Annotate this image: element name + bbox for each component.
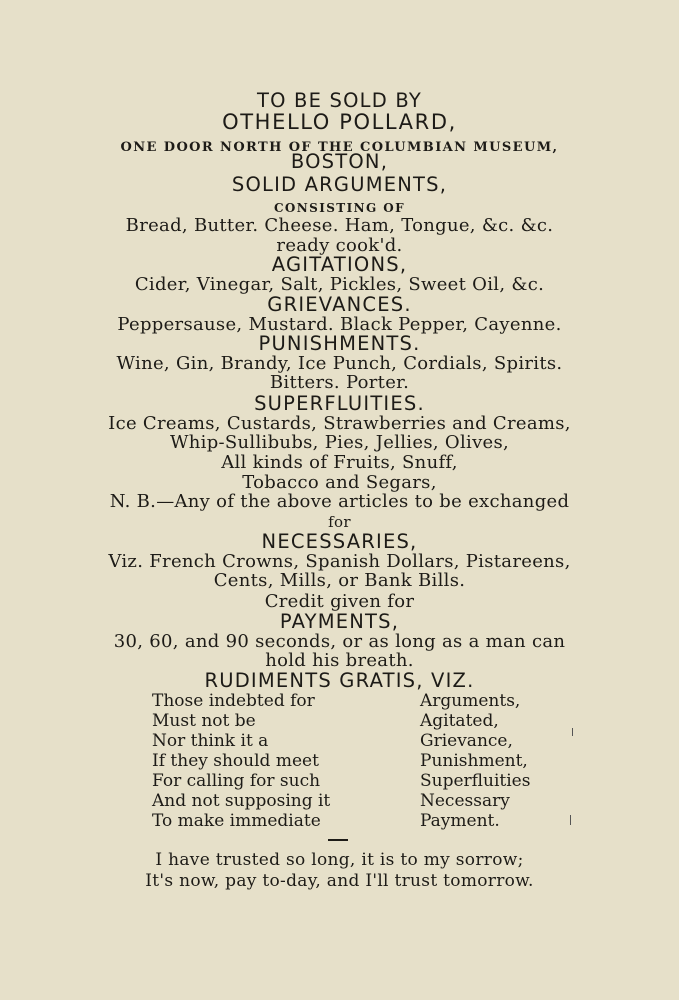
closing-divider bbox=[328, 839, 348, 841]
rhyme-left-5: For calling for such bbox=[152, 771, 321, 791]
note-line-2: for bbox=[328, 513, 351, 531]
agitations-line-1: Cider, Vinegar, Salt, Pickles, Sweet Oil, &c. bbox=[134, 274, 545, 295]
ink-speck-mark bbox=[572, 728, 573, 736]
necessaries-line-1: Viz. French Crowns, Spanish Dollars, Pistareens, bbox=[108, 551, 571, 572]
closing-line-1: I have trusted so long, it is to my sorrow; bbox=[155, 850, 524, 870]
superfluities-line-2: Whip-Sullibubs, Pies, Jellies, Olives, bbox=[169, 432, 510, 453]
rhyme-right-1: Arguments, bbox=[420, 691, 521, 711]
punishments-line-2: Bitters. Porter. bbox=[269, 372, 410, 393]
section-title-punishments: PUNISHMENTS. bbox=[258, 332, 421, 355]
section-title-agitations: AGITATIONS, bbox=[271, 253, 408, 276]
superfluities-line-3: All kinds of Fruits, Snuff, bbox=[221, 452, 458, 473]
superfluities-line-1: Ice Creams, Custards, Strawberries and Creams, bbox=[108, 413, 571, 434]
header-location: ONE DOOR NORTH OF THE COLUMBIAN MUSEUM, bbox=[120, 140, 559, 155]
section-title-solid-arguments: SOLID ARGUMENTS, bbox=[231, 173, 448, 196]
rhyme-right-2: Agitated, bbox=[420, 711, 499, 731]
rhyme-right-4: Punishment, bbox=[420, 751, 528, 771]
rhyme-right-6: Necessary bbox=[420, 791, 510, 811]
rhyme-right-3: Grievance, bbox=[420, 731, 513, 751]
rhyme-left-2: Must not be bbox=[152, 711, 256, 731]
punishments-line-1: Wine, Gin, Brandy, Ice Punch, Cordials, Spirits. bbox=[116, 353, 563, 374]
section-title-superfluities: SUPERFLUITIES. bbox=[254, 392, 425, 415]
grievances-line-1: Peppersause, Mustard. Black Pepper, Cayenne. bbox=[117, 314, 562, 335]
ink-speck-mark bbox=[570, 815, 571, 825]
rhyme-left-4: If they should meet bbox=[152, 751, 319, 771]
rhyme-left-1: Those indebted for bbox=[152, 691, 315, 711]
header-seller-name: OTHELLO POLLARD, bbox=[222, 110, 457, 134]
header-to-be-sold: TO BE SOLD BY bbox=[257, 89, 422, 112]
header-city: BOSTON, bbox=[290, 150, 389, 173]
rhyme-right-7: Payment. bbox=[420, 811, 500, 831]
section-title-rudiments: RUDIMENTS GRATIS, VIZ. bbox=[204, 669, 475, 692]
section-title-necessaries: NECESSARIES, bbox=[261, 530, 418, 553]
payments-line-1: 30, 60, and 90 seconds, or as long as a man can bbox=[113, 631, 566, 652]
section-subtitle-consisting: CONSISTING OF bbox=[273, 201, 406, 215]
solid-arguments-line-1: Bread, Butter. Cheese. Ham, Tongue, &c. &c. bbox=[125, 215, 554, 236]
payments-line-2: hold his breath. bbox=[265, 650, 414, 671]
section-title-payments: PAYMENTS, bbox=[279, 610, 400, 633]
superfluities-line-4: Tobacco and Segars, bbox=[242, 472, 437, 493]
rhyme-right-5: Superfluities bbox=[420, 771, 531, 791]
necessaries-line-2: Cents, Mills, or Bank Bills. bbox=[213, 570, 466, 591]
rhyme-left-7: To make immediate bbox=[152, 811, 321, 831]
solid-arguments-line-2: ready cook'd. bbox=[276, 235, 403, 256]
note-line-1: N. B.—Any of the above articles to be exchanged bbox=[109, 491, 570, 512]
section-title-grievances: GRIEVANCES. bbox=[267, 293, 412, 316]
rhyme-left-3: Nor think it a bbox=[152, 731, 269, 751]
closing-line-2: It's now, pay to-day, and I'll trust tomorrow. bbox=[145, 871, 534, 891]
necessaries-line-3: Credit given for bbox=[264, 591, 415, 612]
rhyme-left-6: And not supposing it bbox=[152, 791, 331, 811]
